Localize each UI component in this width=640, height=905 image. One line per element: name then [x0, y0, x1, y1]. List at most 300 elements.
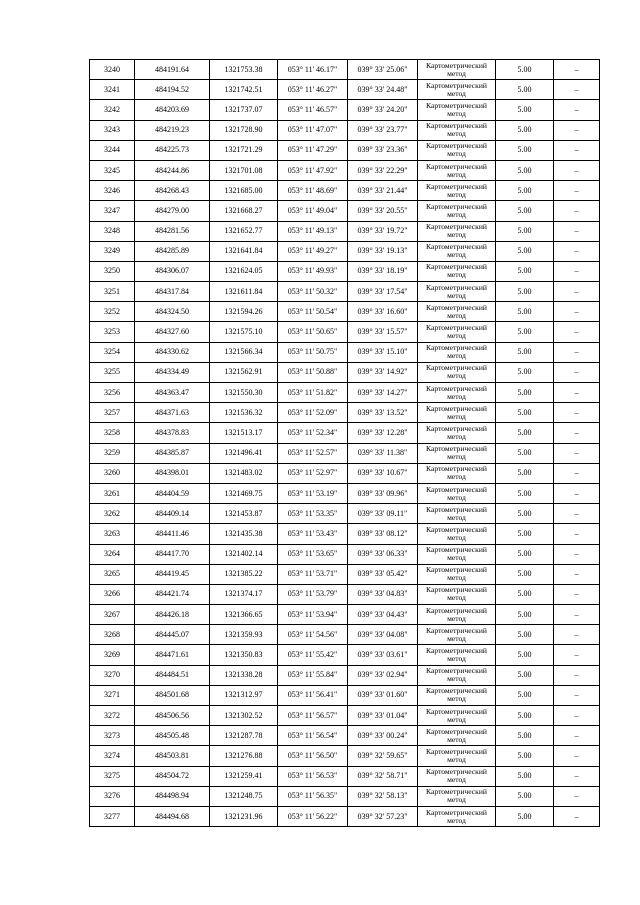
method-cell: Картометрический метод: [418, 60, 496, 80]
latitude-cell: 053° 11' 56.50": [278, 746, 348, 766]
x-coordinate-cell: 484285.89: [135, 241, 210, 261]
point-number-cell: 3254: [90, 342, 135, 362]
longitude-cell: 039° 33' 25.06": [348, 60, 418, 80]
x-coordinate-cell: 484385.87: [135, 443, 210, 463]
latitude-cell: 053° 11' 53.35": [278, 504, 348, 524]
y-coordinate-cell: 1321338.28: [210, 665, 278, 685]
longitude-cell: 039° 33' 14.27": [348, 383, 418, 403]
note-cell: –: [554, 726, 600, 746]
x-coordinate-cell: 484225.73: [135, 140, 210, 160]
accuracy-cell: 5.00: [496, 584, 554, 604]
coordinates-table-body: [90, 60, 600, 827]
coordinates-table: [89, 59, 600, 827]
x-coordinate-cell: 484411.46: [135, 524, 210, 544]
x-coordinate-cell: 484498.94: [135, 786, 210, 806]
longitude-cell: 039° 33' 01.60": [348, 685, 418, 705]
x-coordinate-cell: 484371.63: [135, 403, 210, 423]
note-cell: –: [554, 483, 600, 503]
y-coordinate-cell: 1321287.78: [210, 726, 278, 746]
point-number-cell: 3275: [90, 766, 135, 786]
longitude-cell: 039° 33' 09.11": [348, 504, 418, 524]
note-cell: –: [554, 524, 600, 544]
accuracy-cell: 5.00: [496, 524, 554, 544]
x-coordinate-cell: 484281.56: [135, 221, 210, 241]
x-coordinate-cell: 484409.14: [135, 504, 210, 524]
accuracy-cell: 5.00: [496, 786, 554, 806]
method-cell: Картометрический метод: [418, 160, 496, 180]
note-cell: –: [554, 181, 600, 201]
y-coordinate-cell: 1321248.75: [210, 786, 278, 806]
y-coordinate-cell: 1321668.27: [210, 201, 278, 221]
longitude-cell: 039° 33' 15.10": [348, 342, 418, 362]
table-row: [90, 221, 600, 241]
point-number-cell: 3274: [90, 746, 135, 766]
longitude-cell: 039° 33' 08.12": [348, 524, 418, 544]
method-cell: Картометрический метод: [418, 80, 496, 100]
x-coordinate-cell: 484445.07: [135, 625, 210, 645]
note-cell: –: [554, 322, 600, 342]
point-number-cell: 3257: [90, 403, 135, 423]
point-number-cell: 3259: [90, 443, 135, 463]
method-cell: Картометрический метод: [418, 806, 496, 826]
y-coordinate-cell: 1321562.91: [210, 362, 278, 382]
point-number-cell: 3241: [90, 80, 135, 100]
note-cell: –: [554, 564, 600, 584]
y-coordinate-cell: 1321742.51: [210, 80, 278, 100]
latitude-cell: 053° 11' 49.93": [278, 261, 348, 281]
longitude-cell: 039° 33' 01.04": [348, 706, 418, 726]
note-cell: –: [554, 786, 600, 806]
x-coordinate-cell: 484419.45: [135, 564, 210, 584]
y-coordinate-cell: 1321402.14: [210, 544, 278, 564]
longitude-cell: 039° 33' 09.96": [348, 483, 418, 503]
note-cell: –: [554, 302, 600, 322]
y-coordinate-cell: 1321566.34: [210, 342, 278, 362]
point-number-cell: 3249: [90, 241, 135, 261]
table-row: [90, 403, 600, 423]
longitude-cell: 039° 33' 02.94": [348, 665, 418, 685]
latitude-cell: 053° 11' 49.13": [278, 221, 348, 241]
note-cell: –: [554, 584, 600, 604]
x-coordinate-cell: 484244.86: [135, 160, 210, 180]
note-cell: –: [554, 544, 600, 564]
method-cell: Картометрический метод: [418, 706, 496, 726]
latitude-cell: 053° 11' 56.35": [278, 786, 348, 806]
accuracy-cell: 5.00: [496, 504, 554, 524]
point-number-cell: 3261: [90, 483, 135, 503]
point-number-cell: 3265: [90, 564, 135, 584]
accuracy-cell: 5.00: [496, 403, 554, 423]
note-cell: –: [554, 100, 600, 120]
table-row: [90, 544, 600, 564]
x-coordinate-cell: 484398.01: [135, 463, 210, 483]
method-cell: Картометрический метод: [418, 140, 496, 160]
accuracy-cell: 5.00: [496, 483, 554, 503]
accuracy-cell: 5.00: [496, 383, 554, 403]
table-row: [90, 746, 600, 766]
point-number-cell: 3240: [90, 60, 135, 80]
method-cell: Картометрический метод: [418, 504, 496, 524]
table-row: [90, 60, 600, 80]
table-row: [90, 645, 600, 665]
latitude-cell: 053° 11' 47.92": [278, 160, 348, 180]
latitude-cell: 053° 11' 46.27": [278, 80, 348, 100]
point-number-cell: 3272: [90, 706, 135, 726]
table-row: [90, 383, 600, 403]
y-coordinate-cell: 1321550.30: [210, 383, 278, 403]
method-cell: Картометрический метод: [418, 221, 496, 241]
y-coordinate-cell: 1321721.29: [210, 140, 278, 160]
y-coordinate-cell: 1321231.96: [210, 806, 278, 826]
latitude-cell: 053° 11' 54.56": [278, 625, 348, 645]
method-cell: Картометрический метод: [418, 746, 496, 766]
accuracy-cell: 5.00: [496, 564, 554, 584]
accuracy-cell: 5.00: [496, 60, 554, 80]
longitude-cell: 039° 33' 19.13": [348, 241, 418, 261]
method-cell: Картометрический метод: [418, 261, 496, 281]
accuracy-cell: 5.00: [496, 120, 554, 140]
method-cell: Картометрический метод: [418, 665, 496, 685]
note-cell: –: [554, 241, 600, 261]
accuracy-cell: 5.00: [496, 100, 554, 120]
method-cell: Картометрический метод: [418, 625, 496, 645]
method-cell: Картометрический метод: [418, 766, 496, 786]
table-row: [90, 463, 600, 483]
accuracy-cell: 5.00: [496, 463, 554, 483]
note-cell: –: [554, 443, 600, 463]
latitude-cell: 053° 11' 46.17": [278, 60, 348, 80]
latitude-cell: 053° 11' 52.34": [278, 423, 348, 443]
point-number-cell: 3266: [90, 584, 135, 604]
latitude-cell: 053° 11' 50.32": [278, 282, 348, 302]
x-coordinate-cell: 484504.72: [135, 766, 210, 786]
point-number-cell: 3277: [90, 806, 135, 826]
accuracy-cell: 5.00: [496, 201, 554, 221]
latitude-cell: 053° 11' 56.57": [278, 706, 348, 726]
note-cell: –: [554, 685, 600, 705]
y-coordinate-cell: 1321641.84: [210, 241, 278, 261]
accuracy-cell: 5.00: [496, 241, 554, 261]
note-cell: –: [554, 120, 600, 140]
longitude-cell: 039° 33' 16.60": [348, 302, 418, 322]
point-number-cell: 3262: [90, 504, 135, 524]
y-coordinate-cell: 1321435.38: [210, 524, 278, 544]
x-coordinate-cell: 484506.56: [135, 706, 210, 726]
longitude-cell: 039° 33' 10.67": [348, 463, 418, 483]
y-coordinate-cell: 1321575.10: [210, 322, 278, 342]
longitude-cell: 039° 33' 03.61": [348, 645, 418, 665]
point-number-cell: 3271: [90, 685, 135, 705]
longitude-cell: 039° 33' 05.42": [348, 564, 418, 584]
point-number-cell: 3253: [90, 322, 135, 342]
latitude-cell: 053° 11' 53.19": [278, 483, 348, 503]
table-row: [90, 302, 600, 322]
accuracy-cell: 5.00: [496, 322, 554, 342]
longitude-cell: 039° 32' 58.71": [348, 766, 418, 786]
x-coordinate-cell: 484417.70: [135, 544, 210, 564]
point-number-cell: 3269: [90, 645, 135, 665]
accuracy-cell: 5.00: [496, 726, 554, 746]
x-coordinate-cell: 484505.48: [135, 726, 210, 746]
latitude-cell: 053° 11' 56.53": [278, 766, 348, 786]
latitude-cell: 053° 11' 47.29": [278, 140, 348, 160]
note-cell: –: [554, 282, 600, 302]
latitude-cell: 053° 11' 53.94": [278, 605, 348, 625]
longitude-cell: 039° 33' 12.28": [348, 423, 418, 443]
latitude-cell: 053° 11' 50.75": [278, 342, 348, 362]
x-coordinate-cell: 484501.68: [135, 685, 210, 705]
table-row: [90, 584, 600, 604]
longitude-cell: 039° 32' 59.65": [348, 746, 418, 766]
point-number-cell: 3273: [90, 726, 135, 746]
point-number-cell: 3263: [90, 524, 135, 544]
y-coordinate-cell: 1321312.97: [210, 685, 278, 705]
method-cell: Картометрический метод: [418, 544, 496, 564]
accuracy-cell: 5.00: [496, 665, 554, 685]
latitude-cell: 053° 11' 49.04": [278, 201, 348, 221]
accuracy-cell: 5.00: [496, 706, 554, 726]
x-coordinate-cell: 484194.52: [135, 80, 210, 100]
table-row: [90, 342, 600, 362]
accuracy-cell: 5.00: [496, 645, 554, 665]
y-coordinate-cell: 1321611.84: [210, 282, 278, 302]
method-cell: Картометрический метод: [418, 282, 496, 302]
accuracy-cell: 5.00: [496, 746, 554, 766]
point-number-cell: 3250: [90, 261, 135, 281]
point-number-cell: 3270: [90, 665, 135, 685]
longitude-cell: 039° 33' 04.08": [348, 625, 418, 645]
longitude-cell: 039° 33' 23.77": [348, 120, 418, 140]
note-cell: –: [554, 221, 600, 241]
point-number-cell: 3264: [90, 544, 135, 564]
point-number-cell: 3251: [90, 282, 135, 302]
y-coordinate-cell: 1321536.32: [210, 403, 278, 423]
x-coordinate-cell: 484324.50: [135, 302, 210, 322]
longitude-cell: 039° 33' 24.48": [348, 80, 418, 100]
accuracy-cell: 5.00: [496, 625, 554, 645]
point-number-cell: 3247: [90, 201, 135, 221]
table-row: [90, 261, 600, 281]
longitude-cell: 039° 33' 06.33": [348, 544, 418, 564]
y-coordinate-cell: 1321469.75: [210, 483, 278, 503]
x-coordinate-cell: 484317.84: [135, 282, 210, 302]
accuracy-cell: 5.00: [496, 423, 554, 443]
latitude-cell: 053° 11' 49.27": [278, 241, 348, 261]
table-row: [90, 80, 600, 100]
longitude-cell: 039° 32' 58.13": [348, 786, 418, 806]
note-cell: –: [554, 80, 600, 100]
x-coordinate-cell: 484426.18: [135, 605, 210, 625]
latitude-cell: 053° 11' 56.41": [278, 685, 348, 705]
x-coordinate-cell: 484268.43: [135, 181, 210, 201]
longitude-cell: 039° 33' 20.55": [348, 201, 418, 221]
longitude-cell: 039° 33' 13.52": [348, 403, 418, 423]
latitude-cell: 053° 11' 51.82": [278, 383, 348, 403]
point-number-cell: 3245: [90, 160, 135, 180]
note-cell: –: [554, 160, 600, 180]
accuracy-cell: 5.00: [496, 685, 554, 705]
x-coordinate-cell: 484471.61: [135, 645, 210, 665]
x-coordinate-cell: 484191.64: [135, 60, 210, 80]
latitude-cell: 053° 11' 56.54": [278, 726, 348, 746]
longitude-cell: 039° 33' 19.72": [348, 221, 418, 241]
table-row: [90, 201, 600, 221]
y-coordinate-cell: 1321374.17: [210, 584, 278, 604]
x-coordinate-cell: 484378.83: [135, 423, 210, 443]
x-coordinate-cell: 484404.59: [135, 483, 210, 503]
longitude-cell: 039° 33' 00.24": [348, 726, 418, 746]
table-row: [90, 786, 600, 806]
y-coordinate-cell: 1321302.52: [210, 706, 278, 726]
method-cell: Картометрический метод: [418, 403, 496, 423]
x-coordinate-cell: 484363.47: [135, 383, 210, 403]
method-cell: Картометрический метод: [418, 483, 496, 503]
latitude-cell: 053° 11' 50.65": [278, 322, 348, 342]
method-cell: Картометрический метод: [418, 524, 496, 544]
latitude-cell: 053° 11' 47.07": [278, 120, 348, 140]
method-cell: Картометрический метод: [418, 584, 496, 604]
longitude-cell: 039° 33' 24.20": [348, 100, 418, 120]
y-coordinate-cell: 1321652.77: [210, 221, 278, 241]
method-cell: Картометрический метод: [418, 443, 496, 463]
method-cell: Картометрический метод: [418, 241, 496, 261]
y-coordinate-cell: 1321685.00: [210, 181, 278, 201]
table-row: [90, 504, 600, 524]
method-cell: Картометрический метод: [418, 302, 496, 322]
note-cell: –: [554, 201, 600, 221]
accuracy-cell: 5.00: [496, 544, 554, 564]
latitude-cell: 053° 11' 50.88": [278, 362, 348, 382]
accuracy-cell: 5.00: [496, 140, 554, 160]
table-row: [90, 140, 600, 160]
table-row: [90, 605, 600, 625]
table-row: [90, 625, 600, 645]
table-row: [90, 443, 600, 463]
table-row: [90, 362, 600, 382]
method-cell: Картометрический метод: [418, 362, 496, 382]
point-number-cell: 3268: [90, 625, 135, 645]
latitude-cell: 053° 11' 53.43": [278, 524, 348, 544]
method-cell: Картометрический метод: [418, 685, 496, 705]
y-coordinate-cell: 1321483.02: [210, 463, 278, 483]
latitude-cell: 053° 11' 48.69": [278, 181, 348, 201]
point-number-cell: 3244: [90, 140, 135, 160]
table-row: [90, 726, 600, 746]
point-number-cell: 3248: [90, 221, 135, 241]
method-cell: Картометрический метод: [418, 564, 496, 584]
x-coordinate-cell: 484421.74: [135, 584, 210, 604]
table-row: [90, 282, 600, 302]
longitude-cell: 039° 33' 14.92": [348, 362, 418, 382]
accuracy-cell: 5.00: [496, 605, 554, 625]
table-row: [90, 322, 600, 342]
latitude-cell: 053° 11' 55.84": [278, 665, 348, 685]
table-row: [90, 120, 600, 140]
table-row: [90, 423, 600, 443]
method-cell: Картометрический метод: [418, 786, 496, 806]
note-cell: –: [554, 140, 600, 160]
y-coordinate-cell: 1321385.22: [210, 564, 278, 584]
latitude-cell: 053° 11' 50.54": [278, 302, 348, 322]
note-cell: –: [554, 806, 600, 826]
note-cell: –: [554, 383, 600, 403]
accuracy-cell: 5.00: [496, 766, 554, 786]
table-row: [90, 241, 600, 261]
x-coordinate-cell: 484334.49: [135, 362, 210, 382]
x-coordinate-cell: 484484.51: [135, 665, 210, 685]
table-row: [90, 524, 600, 544]
accuracy-cell: 5.00: [496, 80, 554, 100]
accuracy-cell: 5.00: [496, 261, 554, 281]
y-coordinate-cell: 1321496.41: [210, 443, 278, 463]
longitude-cell: 039° 33' 18.19": [348, 261, 418, 281]
x-coordinate-cell: 484203.69: [135, 100, 210, 120]
x-coordinate-cell: 484327.60: [135, 322, 210, 342]
table-row: [90, 766, 600, 786]
x-coordinate-cell: 484306.07: [135, 261, 210, 281]
method-cell: Картометрический метод: [418, 181, 496, 201]
latitude-cell: 053° 11' 52.97": [278, 463, 348, 483]
y-coordinate-cell: 1321753.38: [210, 60, 278, 80]
point-number-cell: 3258: [90, 423, 135, 443]
method-cell: Картометрический метод: [418, 201, 496, 221]
y-coordinate-cell: 1321594.26: [210, 302, 278, 322]
method-cell: Картометрический метод: [418, 322, 496, 342]
accuracy-cell: 5.00: [496, 181, 554, 201]
y-coordinate-cell: 1321513.17: [210, 423, 278, 443]
x-coordinate-cell: 484219.23: [135, 120, 210, 140]
table-row: [90, 100, 600, 120]
point-number-cell: 3242: [90, 100, 135, 120]
note-cell: –: [554, 261, 600, 281]
note-cell: –: [554, 362, 600, 382]
y-coordinate-cell: 1321453.87: [210, 504, 278, 524]
table-row: [90, 564, 600, 584]
accuracy-cell: 5.00: [496, 282, 554, 302]
longitude-cell: 039° 33' 23.36": [348, 140, 418, 160]
x-coordinate-cell: 484330.62: [135, 342, 210, 362]
y-coordinate-cell: 1321359.93: [210, 625, 278, 645]
longitude-cell: 039° 32' 57.23": [348, 806, 418, 826]
y-coordinate-cell: 1321728.90: [210, 120, 278, 140]
table-row: [90, 685, 600, 705]
method-cell: Картометрический метод: [418, 463, 496, 483]
table-row: [90, 483, 600, 503]
y-coordinate-cell: 1321366.65: [210, 605, 278, 625]
method-cell: Картометрический метод: [418, 100, 496, 120]
note-cell: –: [554, 423, 600, 443]
latitude-cell: 053° 11' 55.42": [278, 645, 348, 665]
method-cell: Картометрический метод: [418, 645, 496, 665]
note-cell: –: [554, 746, 600, 766]
method-cell: Картометрический метод: [418, 120, 496, 140]
method-cell: Картометрический метод: [418, 605, 496, 625]
point-number-cell: 3256: [90, 383, 135, 403]
point-number-cell: 3243: [90, 120, 135, 140]
note-cell: –: [554, 706, 600, 726]
longitude-cell: 039° 33' 15.57": [348, 322, 418, 342]
table-row: [90, 181, 600, 201]
longitude-cell: 039° 33' 04.83": [348, 584, 418, 604]
latitude-cell: 053° 11' 56.22": [278, 806, 348, 826]
point-number-cell: 3255: [90, 362, 135, 382]
longitude-cell: 039° 33' 04.43": [348, 605, 418, 625]
note-cell: –: [554, 342, 600, 362]
note-cell: –: [554, 645, 600, 665]
longitude-cell: 039° 33' 21.44": [348, 181, 418, 201]
x-coordinate-cell: 484503.81: [135, 746, 210, 766]
latitude-cell: 053° 11' 53.65": [278, 544, 348, 564]
